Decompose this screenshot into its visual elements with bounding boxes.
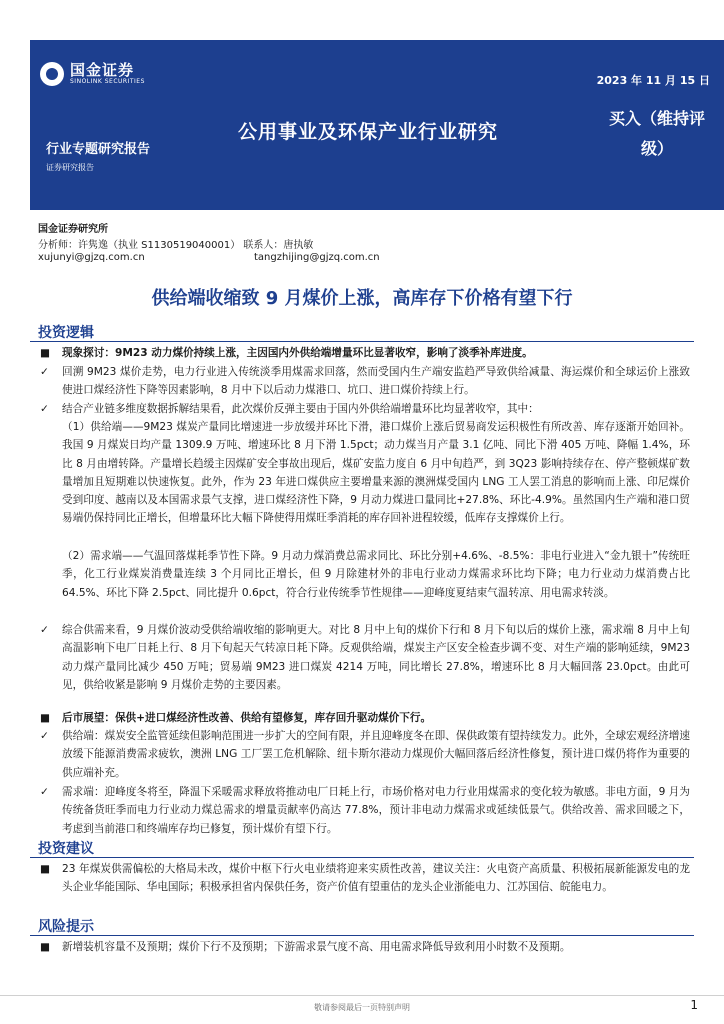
logic-text: 供给端：煤炭安全监管延续但影响范围进一步扩大的空间有限，并且迎峰度冬在即、保供政策有望持续发力。此外，全球宏观经济增速放缓下能源消费需求疲软，澳洲 LNG 工厂罢工危机解除、纽卡斯尔港动力煤现价大幅回落后经济性修复，预计进口煤仍将作为重要的供应端补充。 <box>62 730 690 779</box>
check-marker-icon: ✓ <box>40 403 49 415</box>
section-divider <box>30 935 694 936</box>
section-heading-advice: 投资建议 <box>38 841 94 857</box>
advice-text: 23 年煤炭供需偏松的大格局未改，煤价中枢下行火电业绩将迎来实质性改善，建议关注：火电资产高质量、积极拓展新能源发电的龙头企业华能国际、华电国际；积极承担省内保供任务，资产价值有望重估的龙头企业浙能电力、江苏国信、皖能电力。 <box>62 863 690 894</box>
logic-item <box>40 363 690 400</box>
logo-name-cn: 国金证券 <box>70 61 135 79</box>
report-type: 行业专题研究报告 <box>46 142 151 157</box>
check-marker-icon: ✓ <box>40 366 49 378</box>
page-number: 1 <box>690 998 698 1012</box>
logic-text: （2）需求端——气温回落煤耗季节性下降。9 月动力煤消费总需求同比、环比分别+4.6%、-8.5%：非电行业进入“金九银十”传统旺季，化工行业煤炭消费量连续 3 个月同比正增长，但 9 月除建材外的非电行业动力煤需求环比均下降；电力行业动力煤消费占比 64.5%、环比下降 2.5pct、同比提升 0.6pct，符合行业传统季节性规律——迎峰度夏结束气温转凉、用电需求转淡。 <box>62 550 690 599</box>
section-heading-logic: 投资逻辑 <box>38 325 94 341</box>
logic-text: 现象探讨：9M23 动力煤价持续上涨，主因国内外供给端增量环比显著收窄，影响了淡季补库进度。 <box>62 347 533 359</box>
logic-item <box>40 709 690 727</box>
logic-item <box>40 783 690 838</box>
investment-rating: 买入（维持评级） <box>608 109 705 158</box>
bullet-marker: ■ <box>40 863 51 875</box>
logic-item <box>40 727 690 782</box>
industry-title: 公用事业及环保产业行业研究 <box>238 121 499 143</box>
bullet-marker <box>40 547 62 602</box>
bullet-marker: ■ <box>40 712 51 724</box>
company-logo <box>40 62 145 86</box>
analyst-info: 分析师：许隽逸（执业 S1130519040001） 联系人：唐执敏 <box>38 240 314 251</box>
logic-item <box>40 621 690 694</box>
logic-item <box>40 400 690 418</box>
logic-text: （1）供给端——9M23 煤炭产量同比增速进一步放缓并环比下滑，港口煤价上涨后贸易商发运积极性有所改善、库存逐渐开始回补。我国 9 月煤炭日均产量 1309.9 万吨、增速环比 8 月下滑 1.5pct；动力煤当月产量 3.1 亿吨、同比下滑 405 万吨、降幅 1.4%，环比 8 月由增转降。产量增长趋缓主因煤矿安全事故出现后，煤矿安监力度自 6 月中旬趋严，到 3Q23 影响持续存在、停产整顿煤矿数量增加且短期难以快速恢复。此外，作为 23 年进口煤供应主要增量来源的澳洲煤受国内 LNG 工人罢工消息的影响而上涨、印尼煤价受到印度、越南以及本国需求景气支撑，进口煤经济性下降，9 月动力煤进口量同比+27.8%、环比-4.9%。虽然国内生产端和港口贸易端仍保持同比正增长，但增量环比大幅下降使得用煤旺季消耗的库存回补进程较缓，低库存支撑煤价上行。 <box>62 421 690 525</box>
analyst-email[interactable]: xujunyi@gjzq.com.cn <box>38 252 145 263</box>
check-marker-icon: ✓ <box>40 730 49 742</box>
logic-text: 回溯 9M23 煤价走势，电力行业进入传统淡季用煤需求回落，然而受国内生产端安监趋严导致供给减量、海运煤价和全球运价上涨致使进口煤经济性下降等因素影响，8 月中下以后动力煤港口、坑口、进口煤价持续上行。 <box>62 366 690 397</box>
contact-email[interactable]: tangzhijing@gjzq.com.cn <box>254 252 380 263</box>
section-divider <box>30 341 694 342</box>
logo-name-en: SINOLINK SECURITIES <box>70 78 145 85</box>
logic-text: 后市展望：保供+进口煤经济性改善、供给有望修复，库存回升驱动煤价下行。 <box>62 712 432 724</box>
logic-item <box>40 547 690 602</box>
report-date: 2023 年 11 月 15 日 <box>596 74 710 87</box>
logic-text: 需求端：迎峰度冬将至，降温下采暖需求释放将推动电厂日耗上行，市场价格对电力行业用煤需求的变化较为敏感。非电方面，9 月为传统备货旺季而电力行业动力煤总需求的增量贡献率仍高达 77.8%，预计非电动力煤需求或延续低景气。供给改善、需求回暖之下，考虑到当前港口和终端库存均已修复，预计煤价有望下行。 <box>62 786 690 835</box>
risk-text: 新增装机容量不及预期；煤价下行不及预期；下游需求景气度不高、用电需求降低导致利用小时数不及预期。 <box>62 941 571 953</box>
logic-text: 结合产业链多维度数据拆解结果看，此次煤价反弹主要由于国内外供给端增量环比均显著收窄，其中： <box>62 403 539 415</box>
risk-item <box>40 938 690 956</box>
research-institute: 国金证券研究所 <box>38 224 108 235</box>
footer-divider <box>0 995 724 996</box>
check-marker-icon: ✓ <box>40 624 49 636</box>
bullet-marker: ■ <box>40 347 51 359</box>
logic-text: 综合供需来看，9 月煤价波动受供给端收缩的影响更大。对比 8 月中上旬的煤价下行和 8 月下旬以后的煤价上涨，需求端 8 月中上旬高温影响下电厂日耗上行、8 月下旬起天气转凉日耗下降。反观供给端，煤炭主产区安全检查步调不变、对生产端的影响延续，9M23 动力煤产量同比减少 450 万吨；贸易端 9M23 进口煤炭 4214 万吨，同比增长 27.8%，增速环比 8 月大幅回落 23.0pct。由此可见，供给收紧是影响 9 月煤价走势的主要因素。 <box>62 624 690 691</box>
bullet-marker: ■ <box>40 941 51 953</box>
logic-item <box>40 344 690 362</box>
bullet-marker <box>40 418 62 528</box>
section-heading-risk: 风险提示 <box>38 919 94 935</box>
footer-disclaimer: 敬请参阅最后一页特别声明 <box>314 1003 410 1012</box>
logic-item <box>40 418 690 528</box>
check-marker-icon: ✓ <box>40 786 49 798</box>
advice-item <box>40 860 690 897</box>
logo-emblem-icon <box>40 62 64 86</box>
section-divider <box>30 857 694 858</box>
report-subtype: 证券研究报告 <box>46 163 94 172</box>
report-title: 供给端收缩致 9 月煤价上涨，高库存下价格有望下行 <box>151 288 573 309</box>
